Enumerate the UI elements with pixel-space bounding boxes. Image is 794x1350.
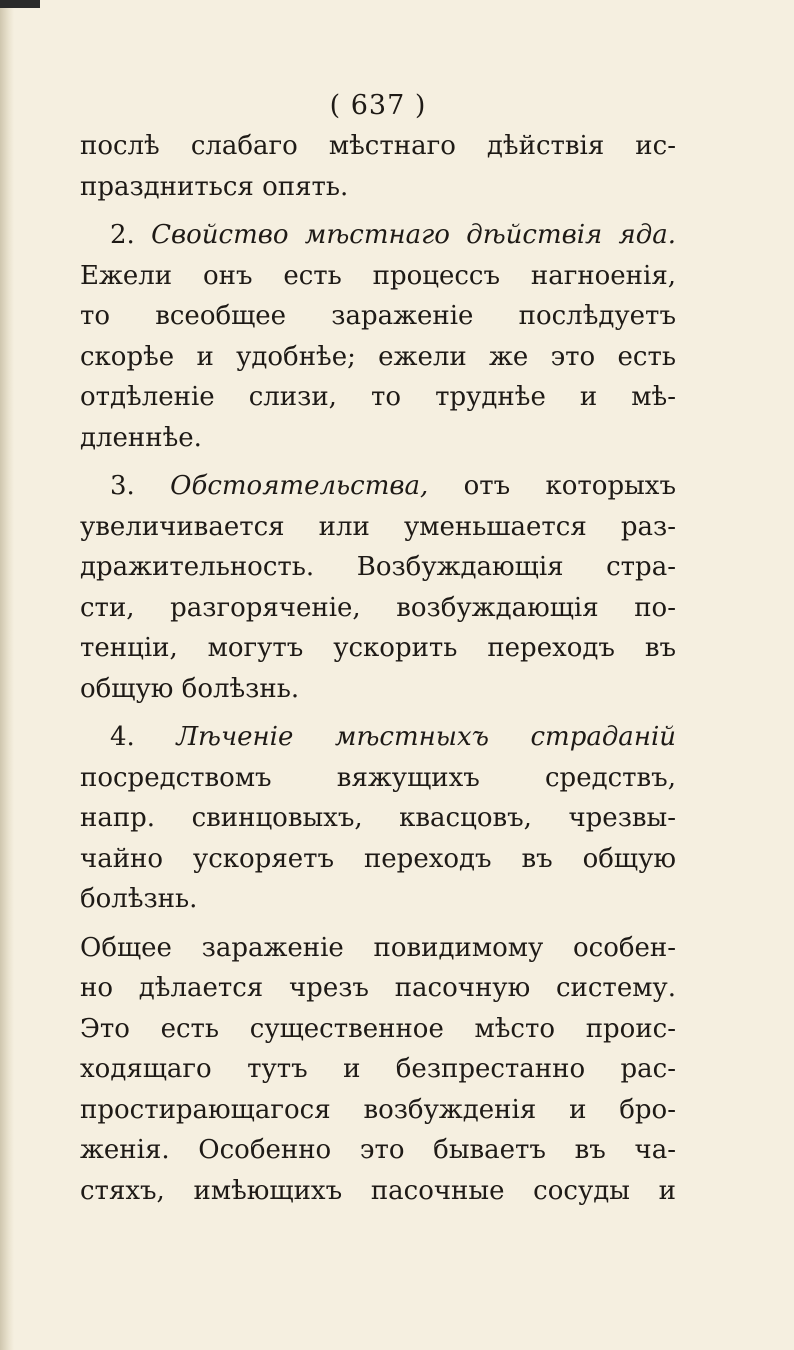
text-line: посредствомъ вяжущихъ средствъ, (80, 762, 676, 793)
text-line: сти, разгоряченіе, возбуждающія по- (80, 592, 676, 623)
text-line: тенціи, могутъ ускорить переходъ въ (80, 633, 676, 663)
scan-corner-mark (0, 0, 40, 8)
text-line: Это есть существенное мѣсто проис- (80, 1013, 676, 1044)
section-heading-line (80, 215, 676, 256)
section-heading-line (80, 466, 676, 507)
text-line: болѣзнь. (80, 884, 198, 914)
text-line: дражительность. Возбуждающія стра- (80, 552, 676, 582)
paragraph-general-infection (80, 928, 676, 1212)
paragraph-continuation (80, 126, 676, 207)
section-number: 3. (110, 471, 135, 501)
text-line: стяхъ, имѣющихъ пасочные сосуды и (80, 1175, 676, 1206)
text-line: Общее зараженіе повидимому особен- (80, 932, 676, 963)
page-number: ( 637 ) (329, 90, 427, 121)
section-heading: Лѣченіе мѣстныхъ страданій (176, 722, 676, 752)
text-line: праздниться опять. (80, 171, 349, 202)
text-line: простирающагося возбужденія и бро- (80, 1094, 676, 1125)
text-line: ходящаго тутъ и безпрестанно рас- (80, 1054, 676, 1084)
section-heading-line (80, 717, 676, 758)
text-line: общую болѣзнь. (80, 673, 300, 704)
section-number: 2. (110, 220, 135, 250)
text-line: послѣ слабаго мѣстнаго дѣйствія ис- (80, 131, 676, 161)
text-line: отдѣленіе слизи, то труднѣе и мѣ- (80, 382, 676, 412)
text-line: скорѣе и удобнѣе; ежели же это есть (80, 341, 676, 372)
text-line: Ежели онъ есть процессъ нагноенія, (80, 260, 676, 291)
section-number: 4. (110, 722, 135, 752)
page-binding-edge (0, 0, 14, 1350)
text-line: то всеобщее зараженіе послѣдуетъ (80, 301, 676, 331)
section-heading: Свойство мѣстнаго дѣйствія яда. (151, 220, 676, 250)
text-line: женія. Особенно это бываетъ въ ча- (80, 1135, 676, 1165)
text-line: но дѣлается чрезъ пасочную систему. (80, 973, 676, 1003)
text-line: напр. свинцовыхъ, квасцовъ, чрезвы- (80, 803, 676, 833)
paragraph-section-3 (80, 466, 676, 709)
text-line: чайно ускоряетъ переходъ въ общую (80, 843, 676, 874)
paragraph-section-4 (80, 717, 676, 920)
text-line: увеличивается или уменьшается раз- (80, 511, 676, 542)
paragraph-section-2 (80, 215, 676, 458)
section-heading: Обстоятельства, (170, 471, 429, 501)
text-line: дленнѣе. (80, 422, 202, 453)
heading-line-text: отъ которыхъ (463, 471, 676, 501)
page-text (80, 86, 676, 1211)
